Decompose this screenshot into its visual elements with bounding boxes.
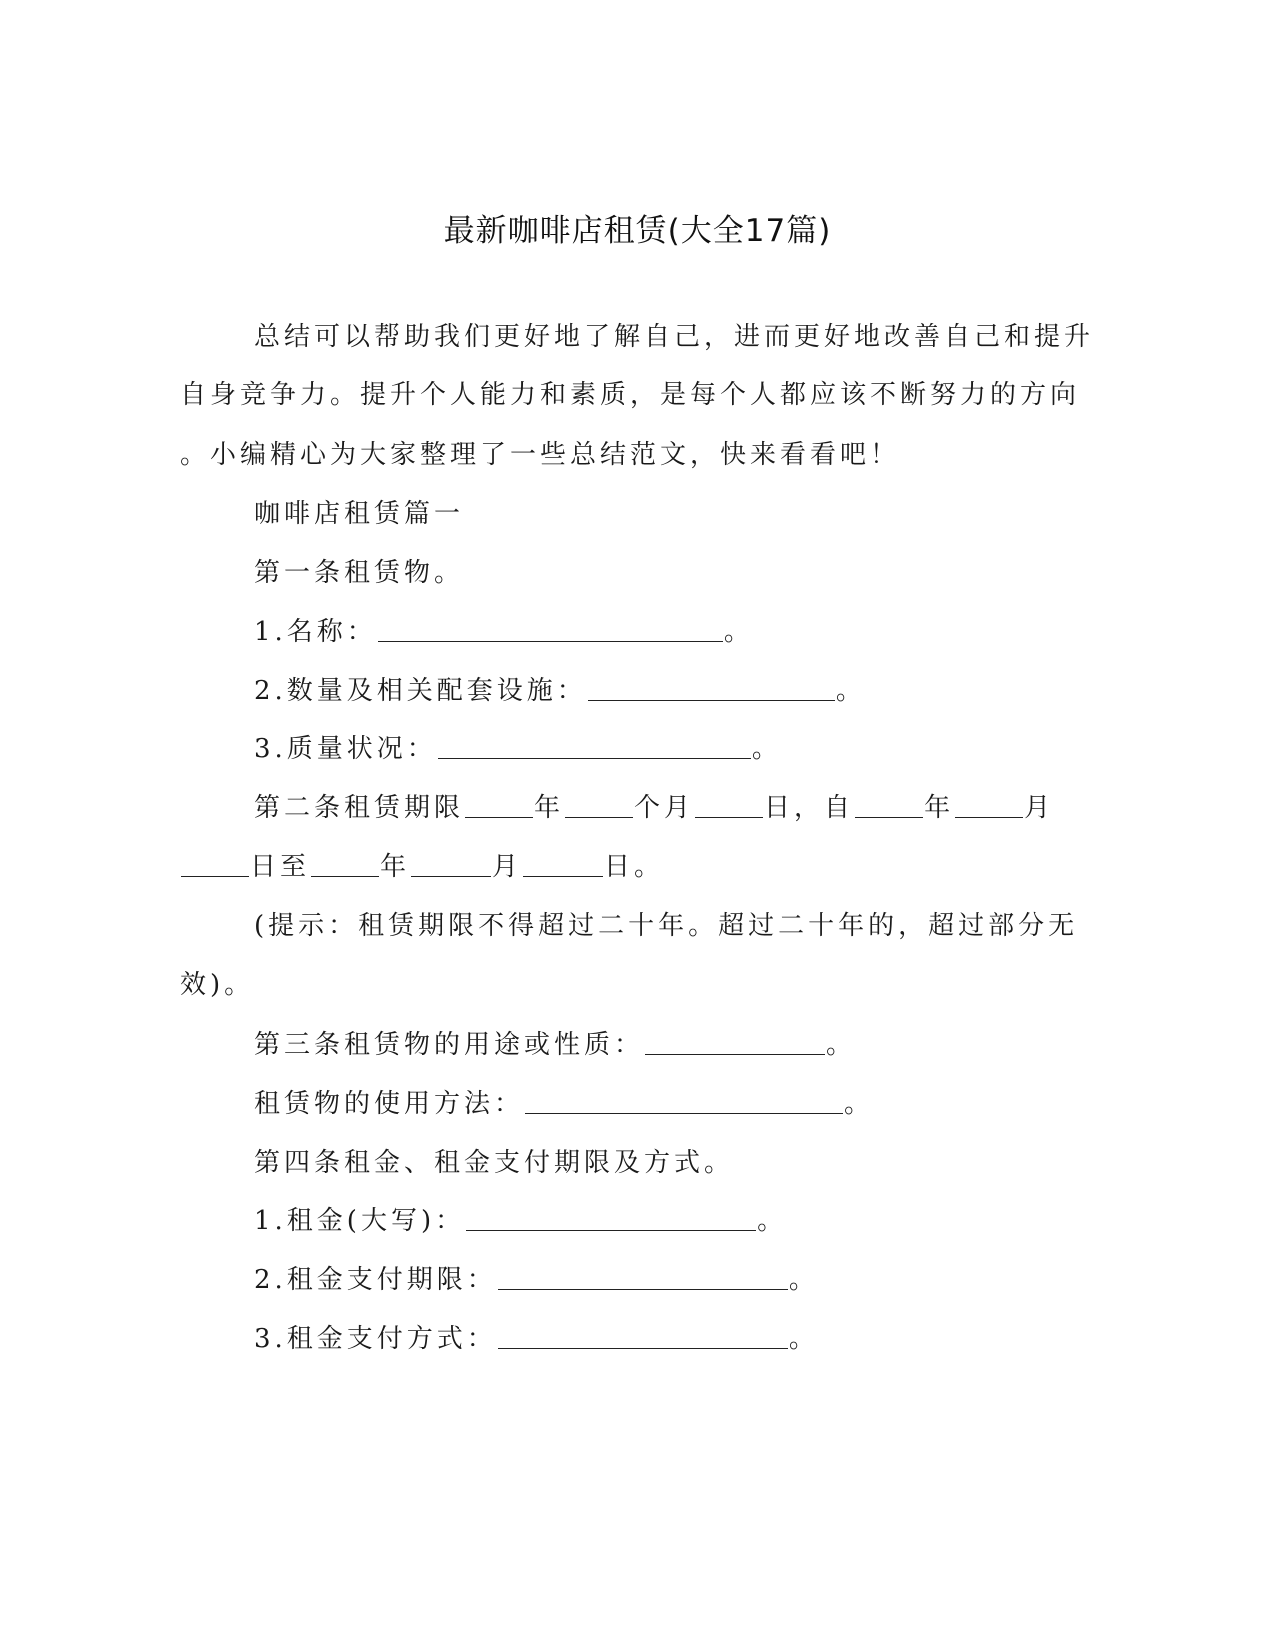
usage-blank[interactable] bbox=[525, 1089, 843, 1114]
name-blank[interactable] bbox=[378, 617, 723, 642]
usage-line bbox=[254, 1089, 874, 1119]
period-mark: 。 bbox=[835, 676, 866, 706]
months-label: 个月 bbox=[634, 793, 695, 823]
period-mark: 。 bbox=[723, 617, 754, 647]
period-mark: 。 bbox=[751, 734, 782, 764]
year-label: 年 bbox=[924, 793, 955, 823]
start-year-blank[interactable] bbox=[855, 793, 923, 818]
purpose-label: 第三条租赁物的用途或性质： bbox=[254, 1030, 645, 1060]
period-mark: 。 bbox=[788, 1265, 819, 1295]
period-mark: 。 bbox=[826, 1030, 857, 1060]
day-to-label: 日至 bbox=[250, 852, 311, 882]
name-label: 1.名称： bbox=[254, 617, 377, 647]
quantity-blank[interactable] bbox=[588, 676, 835, 701]
quality-blank[interactable] bbox=[438, 734, 751, 759]
rent-deadline-label: 2.租金支付期限： bbox=[254, 1265, 497, 1295]
day-end-label: 日。 bbox=[604, 852, 665, 882]
quality-line bbox=[254, 734, 782, 764]
period-mark: 。 bbox=[757, 1206, 788, 1236]
page-title: 最新咖啡店租赁(大全17篇) bbox=[443, 213, 832, 249]
start-day-blank[interactable] bbox=[181, 852, 249, 877]
quantity-line bbox=[254, 676, 866, 706]
day-from-label: 日，自 bbox=[764, 793, 855, 823]
start-month-blank[interactable] bbox=[955, 793, 1023, 818]
intro-line-1: 总结可以帮助我们更好地了解自己，进而更好地改善自己和提升 bbox=[254, 322, 1095, 352]
month-label: 月 bbox=[1024, 793, 1055, 823]
rent-amount-blank[interactable] bbox=[466, 1206, 756, 1231]
quality-label: 3.质量状况： bbox=[254, 734, 437, 764]
purpose-line bbox=[254, 1030, 856, 1060]
note-line-1: (提示：租赁期限不得超过二十年。超过二十年的，超过部分无 bbox=[254, 911, 1079, 941]
lease-term-line-2 bbox=[180, 852, 664, 882]
end-year-blank[interactable] bbox=[311, 852, 379, 877]
section-heading: 咖啡店租赁篇一 bbox=[254, 499, 465, 529]
period-mark: 。 bbox=[788, 1324, 819, 1354]
end-month-blank[interactable] bbox=[411, 852, 491, 877]
article-1-heading: 第一条租赁物。 bbox=[254, 558, 465, 588]
lease-term-line-1 bbox=[254, 793, 1054, 823]
period-mark: 。 bbox=[844, 1089, 875, 1119]
lease-term-prefix: 第二条租赁期限 bbox=[254, 793, 465, 823]
rent-amount-label: 1.租金(大写)： bbox=[254, 1206, 466, 1236]
term-years-blank[interactable] bbox=[465, 793, 533, 818]
name-line bbox=[254, 617, 754, 647]
rent-amount-line bbox=[254, 1206, 787, 1236]
year-label: 年 bbox=[380, 852, 411, 882]
intro-line-3: 。小编精心为大家整理了一些总结范文，快来看看吧！ bbox=[180, 440, 901, 470]
rent-method-label: 3.租金支付方式： bbox=[254, 1324, 497, 1354]
quantity-label: 2.数量及相关配套设施： bbox=[254, 676, 587, 706]
end-day-blank[interactable] bbox=[523, 852, 603, 877]
article-4-heading: 第四条租金、租金支付期限及方式。 bbox=[254, 1148, 735, 1178]
month-label: 月 bbox=[492, 852, 523, 882]
intro-line-2: 自身竞争力。提升个人能力和素质，是每个人都应该不断努力的方向 bbox=[180, 380, 1081, 410]
rent-method-blank[interactable] bbox=[498, 1324, 788, 1349]
rent-deadline-line bbox=[254, 1265, 819, 1295]
purpose-blank[interactable] bbox=[645, 1030, 825, 1055]
term-days-blank[interactable] bbox=[695, 793, 763, 818]
term-months-blank[interactable] bbox=[565, 793, 633, 818]
year-label: 年 bbox=[534, 793, 565, 823]
note-line-2: 效)。 bbox=[180, 970, 255, 1000]
usage-label: 租赁物的使用方法： bbox=[254, 1089, 525, 1119]
rent-method-line bbox=[254, 1324, 819, 1354]
rent-deadline-blank[interactable] bbox=[498, 1265, 788, 1290]
